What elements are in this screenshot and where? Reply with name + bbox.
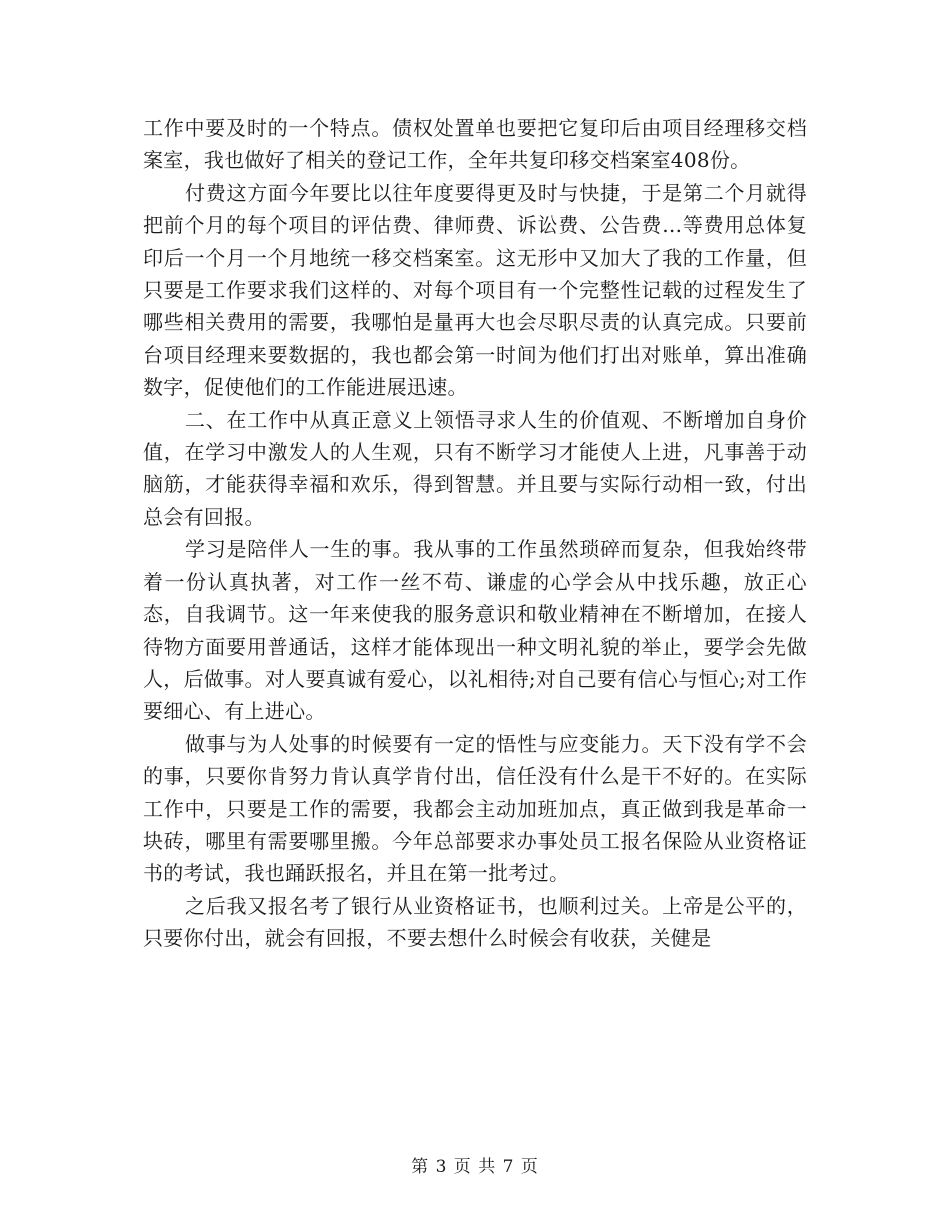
paragraph-work-attitude: 做事与为人处事的时候要有一定的悟性与应变能力。天下没有学不会的事，只要你肯努力肯认真学肯付出，信任没有什么是干不好的。在实际工作中，只要是工作的需要，我都会主动加班加点，真正做到我是革命一块砖，哪里有需要哪里搬。今年总部要求办事处员工报名保险从业资格证书的考试，我也踊跃报名，并且在第一批考过。 (143, 731, 807, 886)
paragraph-fees: 付费这方面今年要比以往年度要得更及时与快捷，于是第二个月就得把前个月的每个项目的评估费、律师费、诉讼费、公告费…等费用总体复印后一个月一个月地统一移交档案室。这无形中又加大了我的工作量，但只要是工作要求我们这样的、对每个项目有一个完整性记载的过程发生了哪些相关费用的需要，我哪怕是量再大也会尽职尽责的认真完成。只要前台项目经理来要数据的，我也都会第一时间为他们打出对账单，算出准确数字，促使他们的工作能进展迅速。 (143, 180, 807, 400)
document-body (143, 112, 807, 955)
paragraph-continued: 工作中要及时的一个特点。债权处置单也要把它复印后由项目经理移交档案室，我也做好了相关的登记工作，全年共复印移交档案室408份。 (143, 116, 807, 173)
paragraph-certificate: 之后我又报名考了银行从业资格证书，也顺利过关。上帝是公平的，只要你付出，就会有回报，不要去想什么时候会有收获，关健是 (143, 893, 807, 951)
page-number-footer: 第 3 页 共 7 页 (411, 1157, 539, 1177)
paragraph-section-two: 二、在工作中从真正意义上领悟寻求人生的价值观、不断增加自身价值，在学习中激发人的人生观，只有不断学习才能使人上进，凡事善于动脑筋，才能获得幸福和欢乐，得到智慧。并且要与实际行动相一致，付出总会有回报。 (143, 407, 807, 529)
paragraph-learning: 学习是陪伴人一生的事。我从事的工作虽然琐碎而复杂，但我始终带着一份认真执著，对工作一丝不苟、谦虚的心学会从中找乐趣，放正心态，自我调节。这一年来使我的服务意识和敬业精神在不断增加，在接人待物方面要用普通话，这样才能体现出一种文明礼貌的举止，要学会先做人，后做事。对人要真诚有爱心，以礼相待;对自己要有信心与恒心;对工作要细心、有上进心。 (143, 537, 807, 724)
